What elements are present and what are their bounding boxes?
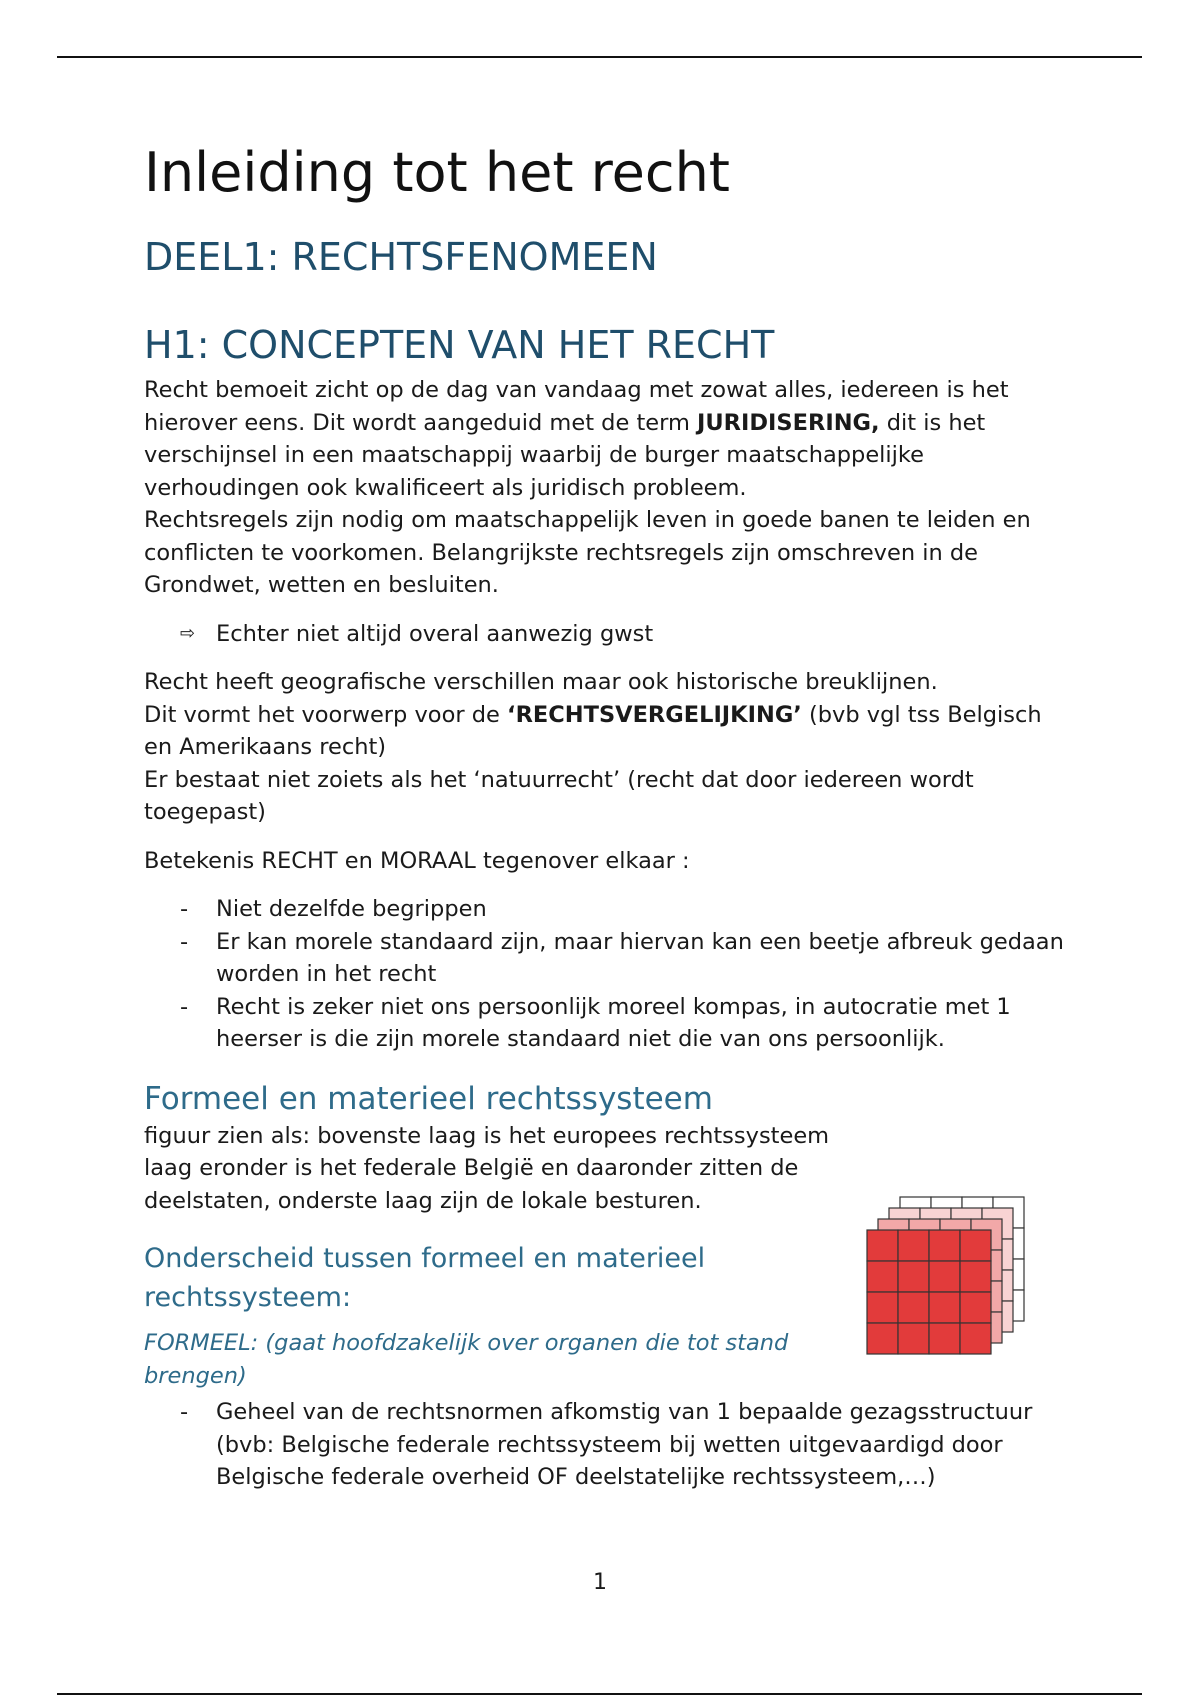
term-juridisering: JURIDISERING,: [697, 409, 880, 436]
paragraph-figuur: figuur zien als: bovenste laag is het europees rechtssysteem laag eronder is het federale België en daaronder zitten de deelstaten, onderste laag zijn de lokale besturen.: [144, 1122, 830, 1214]
paragraph-rechtsvergelijking: [144, 699, 1064, 764]
cube-cell-front: [867, 1323, 898, 1354]
bottom-rule: [57, 1693, 1142, 1695]
cube-cell-front: [898, 1323, 929, 1354]
term-rechtsvergelijking: ‘RECHTSVERGELIJKING’: [507, 701, 802, 728]
list-item: [144, 893, 1064, 926]
paragraph-geografisch: Recht heeft geografische verschillen maar ook historische breuklijnen.: [144, 669, 938, 695]
list-item-text: Niet dezelfde begrippen: [216, 896, 487, 922]
cube-cell-front: [960, 1230, 991, 1261]
cube-cell-front: [898, 1230, 929, 1261]
document-title: Inleiding tot het recht: [144, 141, 730, 204]
section-text-block: [144, 1120, 844, 1218]
cube-cell-front: [929, 1323, 960, 1354]
list-marker: -: [180, 896, 189, 922]
list-item: [144, 926, 1064, 991]
chapter-heading: H1: CONCEPTEN VAN HET RECHT: [144, 323, 775, 367]
top-rule: [57, 56, 1142, 58]
cube-cell-front: [929, 1261, 960, 1292]
list-marker: -: [180, 928, 189, 955]
list-marker: -: [180, 993, 189, 1020]
cube-cell-front: [929, 1230, 960, 1261]
cube-cell-front: [960, 1292, 991, 1323]
text-run: dit is het verschijnsel in een maatschappij waarbij de burger maatschappelijke verhoudingen ook kwalificeert als juridisch probleem.: [144, 409, 986, 501]
text-run: (bvb vgl tss Belgisch en Amerikaans recht): [144, 701, 1042, 760]
cube-cell-front: [867, 1292, 898, 1323]
text-run: Dit vormt het voorwerp voor de: [144, 701, 508, 728]
arrow-list-item: [180, 618, 1064, 651]
moral-list: [144, 893, 1064, 1056]
paragraph-natuurrecht: Er bestaat niet zoiets als het ‘natuurrecht’ (recht dat door iedereen wordt toegepast): [144, 766, 974, 825]
list-item-text: Geheel van de rechtsnormen afkomstig van 1 bepaalde gezagsstructuur (bvb: Belgische federale rechtssysteem bij wetten uitgevaardigd door Belgische federale overheid OF deelstatelijke rechtssysteem,…): [216, 1399, 1033, 1490]
cube-cell-front: [898, 1292, 929, 1323]
arrow-right-icon: ⇨: [180, 622, 196, 644]
cube-cell-front: [960, 1261, 991, 1292]
list-item-text: Recht is zeker niet ons persoonlijk moreel kompas, in autocratie met 1 heerser is die zijn morele standaard niet die van ons persoonlijk.: [216, 993, 1011, 1052]
cube-cell-front: [960, 1323, 991, 1354]
cube-front-face: [867, 1230, 991, 1354]
part-heading: DEEL1: RECHTSFENOMEEN: [144, 235, 658, 279]
list-item: [144, 991, 1064, 1056]
section-heading: Formeel en materieel rechtssysteem: [144, 1080, 713, 1117]
layered-cube-figure: [865, 1180, 1045, 1360]
text-run: Recht bemoeit zicht op de dag van vandaag met zowat alles, iedereen is het hierover eens. Dit wordt aangeduid met de term: [144, 377, 1009, 436]
list-item-text: Er kan morele standaard zijn, maar hiervan kan een beetje afbreuk gedaan worden in het recht: [216, 928, 1064, 987]
cube-cell-front: [929, 1292, 960, 1323]
paragraph-juridisering: [144, 374, 1064, 504]
arrow-item-text: Echter niet altijd overal aanwezig gwst: [216, 620, 654, 647]
cube-cell-front: [867, 1230, 898, 1261]
formeel-label: FORMEEL: (gaat hoofdzakelijk over organen die tot stand brengen): [144, 1330, 789, 1389]
subsection-heading: Onderscheid tussen formeel en materieel rechtssysteem:: [144, 1243, 706, 1313]
list-item: [144, 1396, 1064, 1494]
paragraph-rechtsregels: Rechtsregels zijn nodig om maatschappelijk leven in goede banen te leiden en conflicten te voorkomen. Belangrijkste rechtsregels zijn omschreven in de Grondwet, wetten en besluiten.: [144, 507, 1031, 598]
paragraph-recht-moraal: Betekenis RECHT en MORAAL tegenover elkaar :: [144, 847, 690, 874]
cube-cell-front: [898, 1261, 929, 1292]
formeel-list: [144, 1396, 1064, 1494]
list-marker: -: [180, 1399, 189, 1425]
cube-cell-front: [867, 1261, 898, 1292]
page-number: 1: [593, 1570, 607, 1595]
